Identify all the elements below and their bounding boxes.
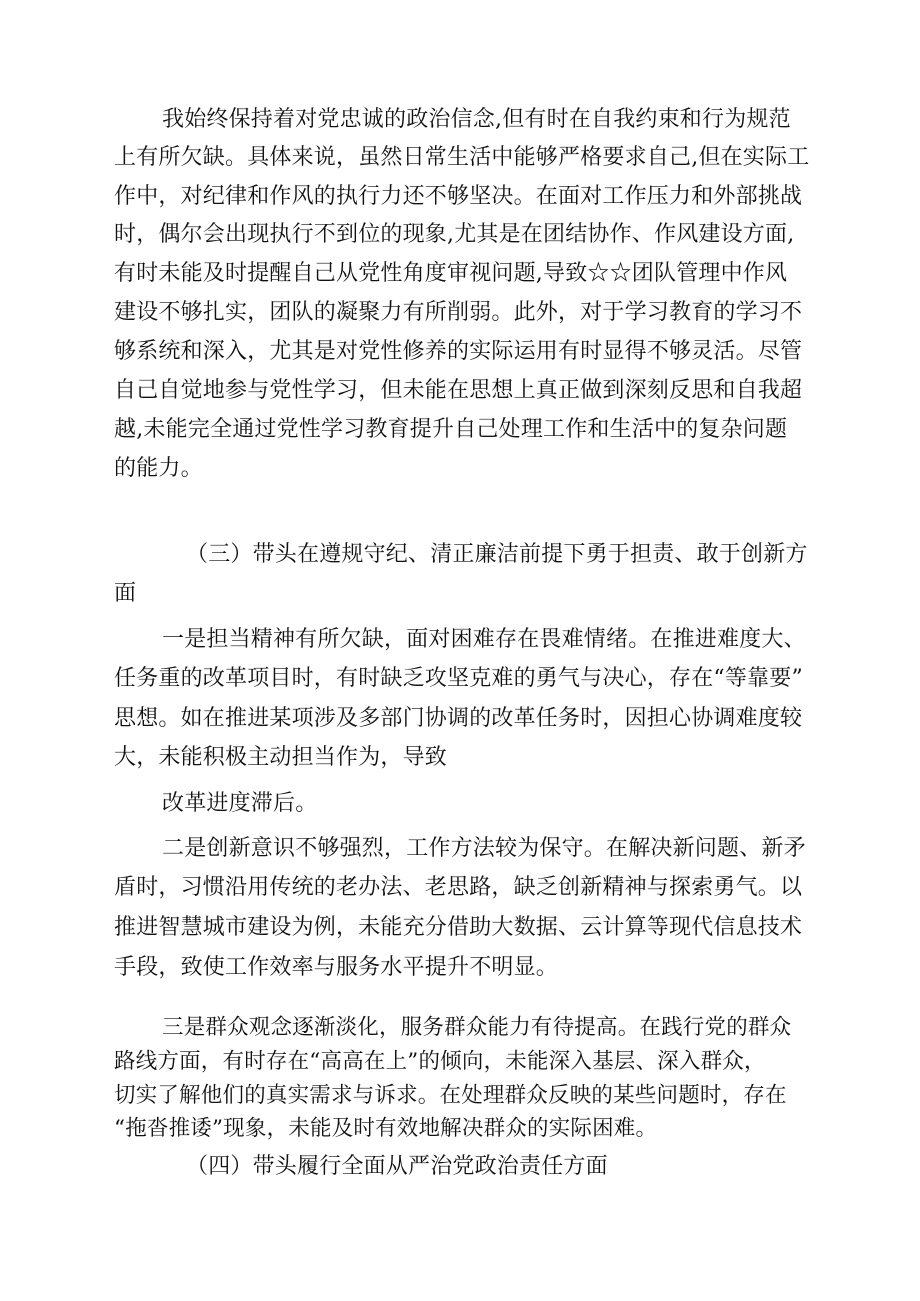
paragraph-1-line-9: 越,未能完全通过党性学习教育提升自己处理工作和生活中的复杂问题 xyxy=(114,417,788,442)
paragraph-3-line-1: 改革进度滞后。 xyxy=(162,791,318,816)
section-4-heading: （四）带头履行全面从严治党政治责任方面 xyxy=(186,1154,608,1179)
paragraph-1-line-7: 够系统和深入，尤其是对党性修养的实际运用有时显得不够灵活。尽管 xyxy=(114,339,803,364)
paragraph-4-line-2: 盾时，习惯沿用传统的老办法、老思路，缺乏创新精神与探索勇气。以 xyxy=(114,875,803,900)
paragraph-5-line-2: 路线方面，有时存在“高高在上”的倾向，未能深入基层、深入群众， xyxy=(114,1049,766,1074)
paragraph-1-line-1: 我始终保持着对党忠诚的政治信念,但有时在自我约束和行为规范 xyxy=(162,107,791,132)
paragraph-1-line-10: 的能力。 xyxy=(114,456,203,481)
paragraph-5-line-4: “拖沓推诿”现象，未能及时有效地解决群众的实际困难。 xyxy=(114,1116,658,1141)
paragraph-4-line-3: 推进智慧城市建设为例，未能充分借助大数据、云计算等现代信息技术 xyxy=(114,915,803,940)
paragraph-1-line-3: 作中，对纪律和作风的执行力还不够坚决。在面对工作压力和外部挑战 xyxy=(114,184,803,209)
paragraph-5-line-1: 三是群众观念逐渐淡化，服务群众能力有待提高。在践行党的群众 xyxy=(162,1015,792,1040)
paragraph-1-line-4: 时，偶尔会出现执行不到位的现象,尤其是在团结协作、作风建设方面, xyxy=(114,222,795,247)
paragraph-1-line-2: 上有所欠缺。具体来说，虽然日常生活中能够严格要求自己,但在实际工 xyxy=(114,145,810,170)
paragraph-2-line-2: 任务重的改革项目时，有时缺乏攻坚克难的勇气与决心，存在“等靠要” xyxy=(114,666,803,691)
paragraph-2-line-4: 大，未能积极主动担当作为，导致 xyxy=(114,745,448,770)
paragraph-4-line-4: 手段，致使工作效率与服务水平提升不明显。 xyxy=(114,955,559,980)
paragraph-1-line-6: 建设不够扎实，团队的凝聚力有所削弱。此外，对于学习教育的学习不 xyxy=(114,300,803,325)
paragraph-1-line-8: 自己自觉地参与党性学习，但未能在思想上真正做到深刻反思和自我超 xyxy=(114,378,803,403)
paragraph-2-line-3: 思想。如在推进某项涉及多部门协调的改革任务时，因担心协调难度较 xyxy=(114,706,803,731)
paragraph-4-line-1: 二是创新意识不够强烈，工作方法较为保守。在解决新问题、新矛 xyxy=(162,836,806,861)
paragraph-1-line-5: 有时未能及时提醒自己从党性角度审视问题,导致☆☆团队管理中作风 xyxy=(114,261,788,286)
paragraph-2-line-1: 一是担当精神有所欠缺，面对困难存在畏难情绪。在推进难度大、 xyxy=(162,627,806,652)
section-3-heading-line-2: 面 xyxy=(114,581,137,606)
paragraph-5-line-3: 切实了解他们的真实需求与诉求。在处理群众反映的某些问题时，存在 xyxy=(114,1083,787,1108)
section-3-heading-line-1: （三）带头在遵规守纪、清正廉洁前提下勇于担责、敢于创新方 xyxy=(186,542,808,567)
